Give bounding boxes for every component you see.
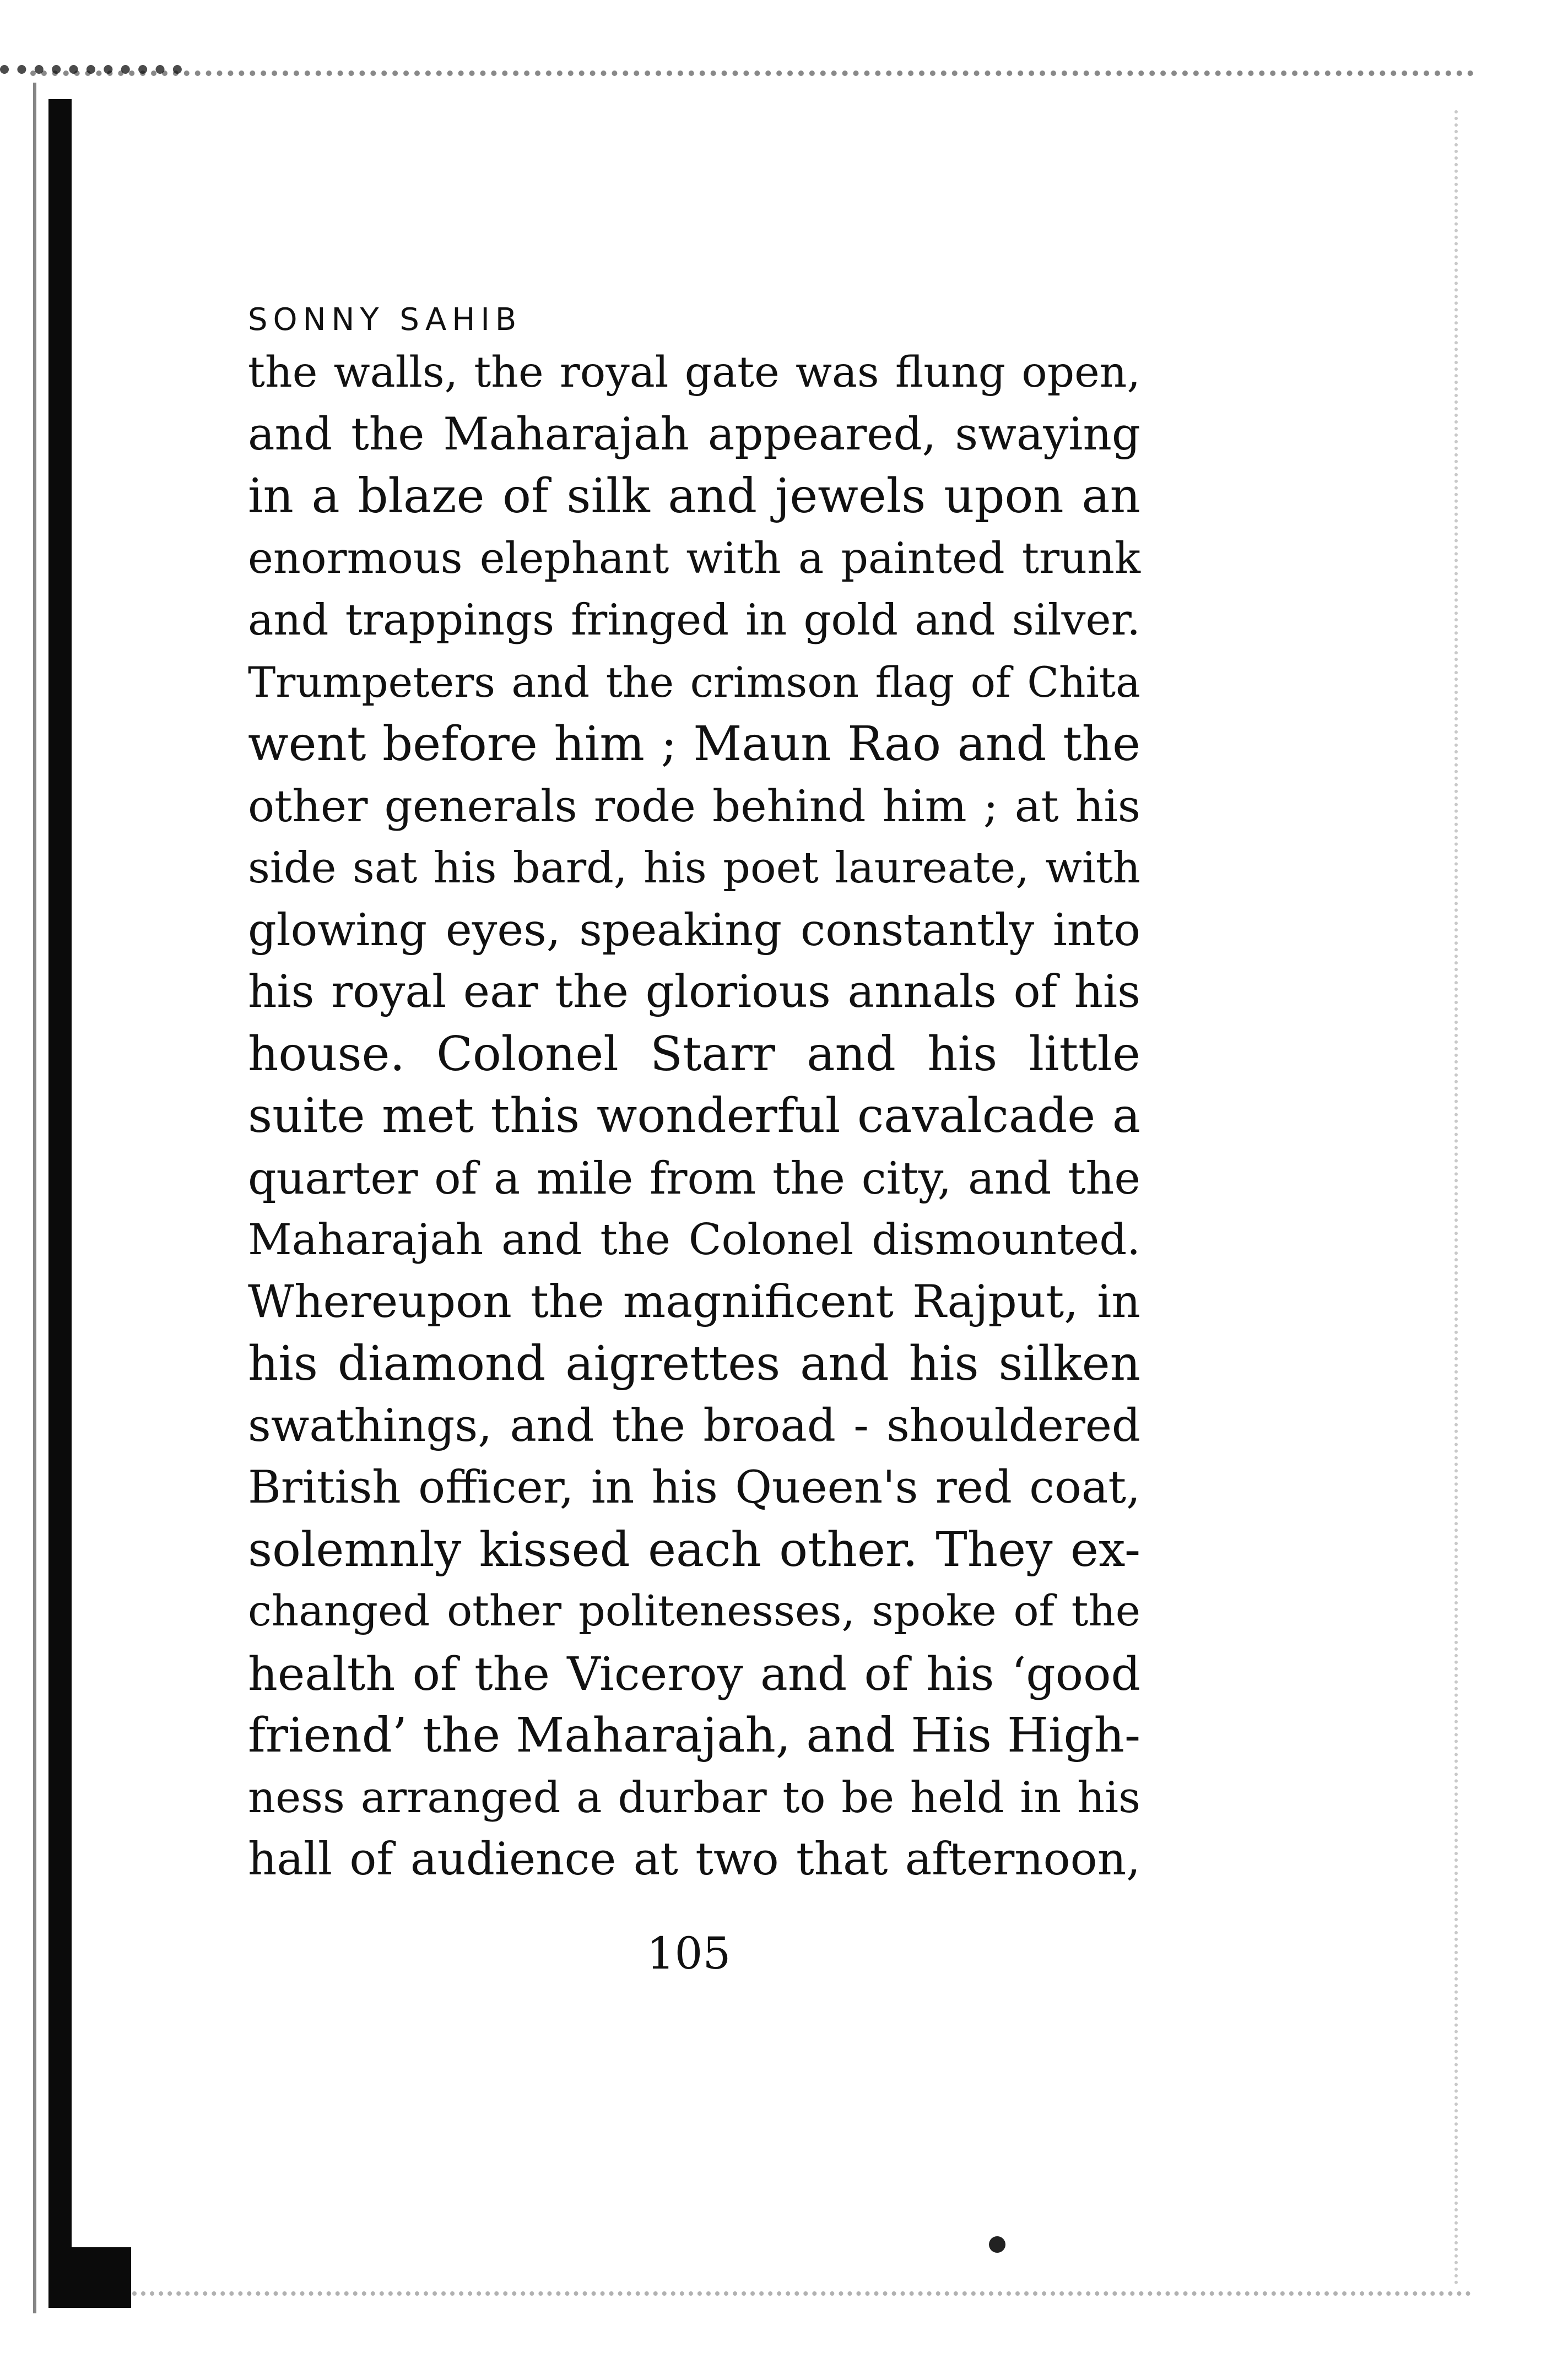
text-line: the walls, the royal gate was flung open, <box>248 348 1140 397</box>
scan-bottom-edge <box>132 2291 1471 2307</box>
text-line: hall of audience at two that afternoon, <box>248 1833 1140 1885</box>
text-line: swathings, and the broad - shouldered <box>248 1399 1140 1452</box>
text-line: and trappings fringed in gold and silver. <box>248 595 1140 645</box>
text-line: went before him ; Maun Rao and the <box>248 717 1140 772</box>
ink-spot <box>989 2236 1005 2253</box>
text-line: solemnly kissed each other. They ex- <box>248 1522 1140 1577</box>
page-number: 105 <box>646 1928 731 1979</box>
text-line: glowing eyes, speaking constantly into <box>248 904 1140 956</box>
text-line: ness arranged a durbar to be held in his <box>248 1772 1140 1823</box>
text-line: in a blaze of silk and jewels upon an <box>248 469 1140 524</box>
scan-binding-shadow <box>33 83 36 2313</box>
running-head: SONNY SAHIB <box>248 302 522 338</box>
text-line: friend’ the Maharajah, and His High- <box>248 1708 1140 1763</box>
scan-top-left-edge <box>0 65 182 90</box>
text-line: changed other politenesses, spoke of the <box>248 1587 1140 1636</box>
text-line: Whereupon the magnificent Rajput, in <box>248 1275 1140 1328</box>
text-line: his diamond aigrettes and his silken <box>248 1336 1140 1391</box>
text-line: British officer, in his Queen's red coat, <box>248 1461 1140 1514</box>
scan-binding-edge <box>48 99 72 2297</box>
scan-right-edge <box>1454 110 1467 2286</box>
text-line: enormous elephant with a painted trunk <box>248 533 1140 583</box>
text-line: house. Colonel Starr and his little <box>248 1026 1140 1082</box>
text-line: and the Maharajah appeared, swaying <box>248 408 1140 460</box>
text-line: Maharajah and the Colonel dismounted. <box>248 1215 1140 1265</box>
text-line: other generals rode behind him ; at his <box>248 780 1140 832</box>
scan-top-edge <box>30 71 1474 98</box>
text-line: suite met this wonderful cavalcade a <box>248 1088 1140 1143</box>
text-line: health of the Viceroy and of his ‘good <box>248 1646 1140 1701</box>
text-line: his royal ear the glorious annals of his <box>248 966 1140 1018</box>
text-line: Trumpeters and the crimson flag of Chita <box>248 658 1140 707</box>
text-line: side sat his bard, his poet laureate, with <box>248 843 1140 893</box>
body-text <box>248 341 1140 1891</box>
text-line: quarter of a mile from the city, and the <box>248 1152 1140 1204</box>
scan-binding-corner <box>48 2247 131 2308</box>
